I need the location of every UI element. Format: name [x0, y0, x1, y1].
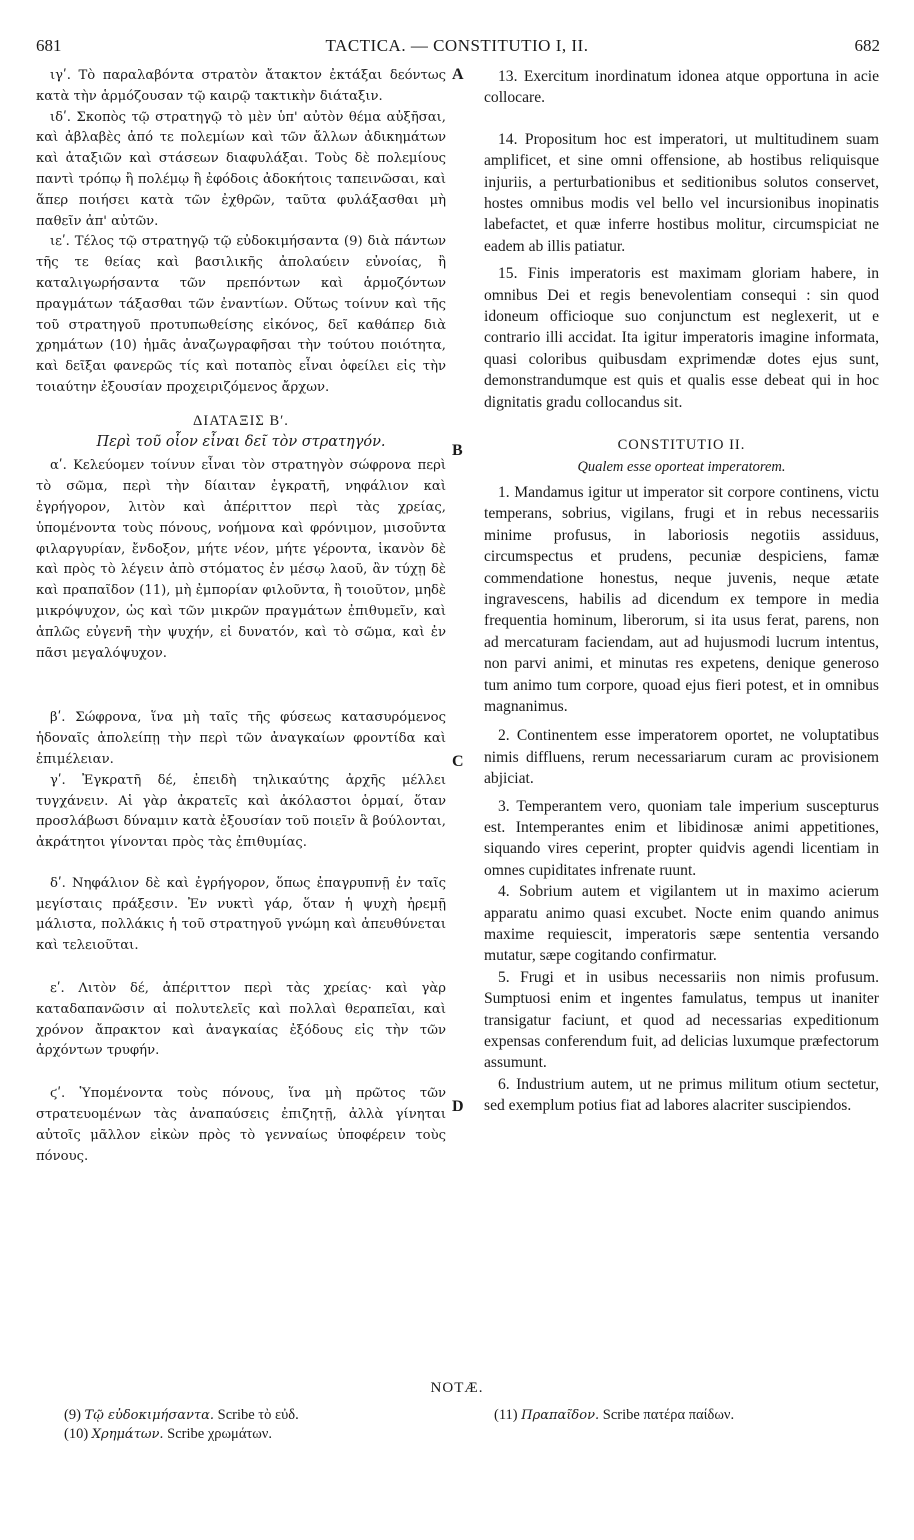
latin-paragraph-5: 5. Frugi et in usibus necessariis non nimis profusum. Sumptuosi enim et ingentes famulatus, tempus ut inaniter transigatur faciunt, et quod ad necessarias expeditionum expensas conferendum fuit, ad delicias luxumque præfectorum assumunt. — [484, 968, 879, 1072]
note-word: Τῷ εὐδοκιμήσαντα. — [84, 1408, 215, 1423]
note-10 — [64, 1425, 444, 1444]
greek-section-title: ΔΙΑΤΑΞΙΣ Βʹ. — [193, 412, 289, 429]
note-ref: (10) — [64, 1426, 89, 1442]
note-text: Scribe τὸ εὐδ. — [217, 1407, 299, 1423]
latin-paragraph-13: 13. Exercitum inordinatum idonea atque opportuna in acie collocare. — [484, 68, 879, 107]
note-9 — [64, 1406, 444, 1425]
latin-paragraph-4: 4. Sobrium autem et vigilantem ut in maximo acierum apparatu animo quasi excubet. Nocte enim quando animus maxime requiescit, imperatoris sæpe sententia versando mutatur, sæpe cogitando confirmatur. — [484, 883, 879, 965]
page-number-left: 681 — [36, 36, 62, 55]
note-text: Scribe χρωμάτων. — [167, 1426, 272, 1442]
greek-paragraph-1: αʹ. Κελεύομεν τοίνυν εἶναι τὸν στρατηγὸν σώφρονα περὶ τὸ σῶμα, περὶ τὴν δίαιταν ἐγκρατῆ, νηφάλιον καὶ ἐγρήγορον, λιτὸν καὶ ἀπέριττον περὶ τὰς χρείας, ὑπομένοντα τοὺς πόνους, νοήμονα καὶ φρόνιμον, μισοῦντα φιλαργυρίαν, ἔνδοξον, μήτε νέον, μήτε γέροντα, ἱκανὸν δὲ καὶ πρὸς τὸ λέγειν ἀπὸ στόματος ἐν μέσῳ λαοῦ, ἂν τύχῃ δὲ καὶ πραπαῖδον (11), μὴ ἐμπορίαν φιλοῦντα, ἢ τοιοῦτον, μηδὲ μικρόψυχον, ὡς καὶ τῶν μικρῶν πραγμάτων ἐπιθυμεῖν, καὶ ἁπλῶς εὐγενῆ τὴν ψυχήν, εἰ δυνατόν, καὶ τὸ σῶμα, καὶ ἐν πᾶσι μεγαλόψυχον. — [36, 458, 446, 661]
greek-paragraph-6: ϛʹ. Ὑπομένοντα τοὺς πόνους, ἵνα μὴ πρῶτος τῶν στρατευομένων τὰς ἀναπαύσεις ἐπιζητῇ, ἀλλὰ γίνηται αὐτοῖς μᾶλλον εἰκὼν πρὸς τὸ γενναίως ὑποφέρειν τοὺς πόνους. — [36, 1086, 446, 1164]
note-ref: (11) — [494, 1407, 518, 1423]
latin-section-title: CONSTITUTIO II. — [617, 437, 746, 454]
note-ref: (9) — [64, 1407, 81, 1423]
latin-paragraph-3: 3. Temperantem vero, quoniam tale imperium suscepturus est. Intemperantes enim et libidinosæ animi appetitiones, siquando vires ceperint, propter quidvis agendi licentiam in omnes cupiditates infrenate ruunt. — [484, 797, 879, 879]
greek-paragraph-4: δʹ. Νηφάλιον δὲ καὶ ἐγρήγορον, ὅπως ἐπαγρυπνῇ ἐν ταῖς μεγίσταις πράξεσιν. Ἐν νυκτὶ γάρ, ὅταν ἡ ψυχὴ ἠρεμῇ μάλιστα, πολλάκις ἡ τοῦ στρατηγοῦ γνώμη καὶ ἀπευθύνεται καὶ τελειοῦται. — [36, 875, 446, 954]
margin-marker-a: A — [452, 66, 464, 83]
latin-paragraph-15: 15. Finis imperatoris est maximam gloriam habere, in omnibus Dei et regis benevolentiam consequi : sin quod idoneum officioque suo conjunctum est neglexerit, ut e contrario illi accidat. Ita igitur imperatoris imagine informata, quasi coloribus quibusdam exprimendæ dotes ejus sunt, demonstrandumque est quis et qualis esse debeat qui in hoc dignitatis gradu collocandus sit. — [484, 265, 879, 411]
notes-left — [64, 1406, 444, 1444]
greek-paragraph-15: ιεʹ. Τέλος τῷ στρατηγῷ τῷ εὐδοκιμήσαντα (9) διὰ πάντων τῆς τε θείας καὶ βασιλικῆς ἀπολαύειν εὐνοίας, ἢ καταλιγωρήσαντα τῶν πρεπόντων καὶ ἁρμοζόντων πραγμάτων τάξασθαι τῶν ἐναντίων. Οὕτως τοίνυν καὶ τῆς τοῦ στρατηγοῦ προτυπωθείσης εἰκόνος, δεῖ καθάπερ διὰ χρημάτων (10) ἡμᾶς ἀναζωγραφῆσαι τὴν τούτου ποιότητα, καὶ δεῖξαι φανερῶς τίς καὶ ποταπὸς εἶναι ὀφείλει εἰς τὴν τοιαύτην ἐξουσίαν προχειριζόμενος ἄρχων. — [36, 234, 446, 395]
note-11 — [494, 1406, 874, 1425]
note-word: Πραπαῖδον. — [521, 1408, 600, 1423]
page-number-right: 682 — [854, 36, 880, 55]
greek-paragraph-14: ιδʹ. Σκοπὸς τῷ στρατηγῷ τὸ μὲν ὑπ' αὐτὸν θέμα αὐξῆσαι, καὶ ἀβλαβὲς ἀπό τε πολεμίων καὶ τῶν ἄλλων ἀδικημάτων καὶ ἀταξιῶν καὶ στάσεων διαφυλάξαι. Τοὺς δὲ πολεμίους παντὶ τρόπῳ ἢ πολέμῳ ἢ ἐφόδοις ἀδοκήτοις ταπεινῶσαι, καὶ ἅπερ ποιήσει κατὰ τῶν ἐχθρῶν, ταῦτα φυλάξασθαι μὴ παθεῖν ἀπ' αὐτῶν. — [36, 109, 446, 229]
margin-marker-b: B — [452, 442, 463, 459]
latin-paragraph-1: 1. Mandamus igitur ut imperator sit corpore continens, victu temperans, sobrius, vigilans, frugi et in rebus necessariis minime profusus, in laboriosis negotiis assiduus, circumspectus et prudens, pecuniæ despiciens, famæ commendatione honestus, neque juvenis, neque ætate ingravescens, habilis ad dicendum ex tempore in media frequentia hominum, liberorum, si ita usus ferat, parens, non ad mercaturam faciendam, aut ad hujusmodi lucrum intentus, non parvi animi, et minutas res expetens, denique generoso tum animo tum corpore, quoad ejus fieri potest, et in omnibus magnanimus. — [484, 483, 879, 715]
greek-paragraph-5: εʹ. Λιτὸν δέ, ἀπέριττον περὶ τὰς χρείας· καὶ γὰρ καταδαπανῶσιν αἱ πολυτελεῖς καὶ πολλαὶ θεραπεῖαι, καὶ χρόνον ἄπρακτον καὶ ἀναγκαίας ἐξόδους εἰς τὴν τῶν ἀρχόντων τρυφήν. — [36, 981, 446, 1059]
margin-marker-d: D — [452, 1098, 464, 1115]
latin-column — [484, 66, 879, 1117]
latin-section-subtitle: Qualem esse oporteat imperatorem. — [577, 458, 786, 475]
latin-paragraph-14: 14. Propositum hoc est imperatori, ut multitudinem suam amplificet, et sine omni offensione, ab hostibus reliquisque injuriis, a perturbationibus et seditionibus solutos conservet, hostes omnibus modis vel bello vel incursionibus inopinatis labefactet, et quæ inferre hostibus molitur, circumspiciat ne eadem ab illis patiatur. — [484, 130, 879, 255]
running-title: TACTICA. — CONSTITUTIO I, II. — [325, 36, 589, 55]
notes-title: NOTÆ. — [430, 1380, 484, 1396]
notes-right — [494, 1406, 874, 1425]
greek-paragraph-13: ιγʹ. Τὸ παραλαβόντα στρατὸν ἄτακτον ἐκτάξαι δεόντως κατὰ τὴν ἁρμόζουσαν τῷ καιρῷ τακτικὴν διάταξιν. — [36, 68, 446, 104]
latin-paragraph-2: 2. Continentem esse imperatorem oportet, ne voluptatibus nimis diffluens, rerum necessariarum curam ac provisionem abjiciat. — [484, 727, 879, 788]
greek-paragraph-3: γʹ. Ἐγκρατῆ δέ, ἐπειδὴ τηλικαύτης ἀρχῆς μέλλει τυγχάνειν. Αἱ γὰρ ἀκρατεῖς καὶ ἀκόλαστοι ὁρμαί, ὅταν προσλάβωσι δύναμιν κατὰ ἐξουσίαν τοῦ ποιεῖν ἃ βούλονται, ἀκράτητοι γίνονται πρὸς τὰς ἐπιθυμίας. — [36, 772, 446, 851]
latin-paragraph-6: 6. Industrium autem, ut ne primus militum otium sectetur, sed exemplum potius fiat ad labores alacriter suscipiendos. — [484, 1075, 879, 1115]
greek-column — [36, 66, 446, 1167]
note-word: Χρημάτων. — [91, 1427, 164, 1442]
note-text: Scribe πατέρα παίδων. — [602, 1407, 735, 1423]
margin-marker-c: C — [452, 753, 464, 770]
greek-paragraph-2: βʹ. Σώφρονα, ἵνα μὴ ταῖς τῆς φύσεως κατασυρόμενος ἡδοναῖς ἀπολείπῃ τὴν περὶ τῶν ἀναγκαίων φροντίδα καὶ ἐπιμέλειαν. — [36, 710, 446, 767]
greek-section-subtitle: Περὶ τοῦ οἷον εἶναι δεῖ τὸν στρατηγόν. — [96, 433, 386, 450]
